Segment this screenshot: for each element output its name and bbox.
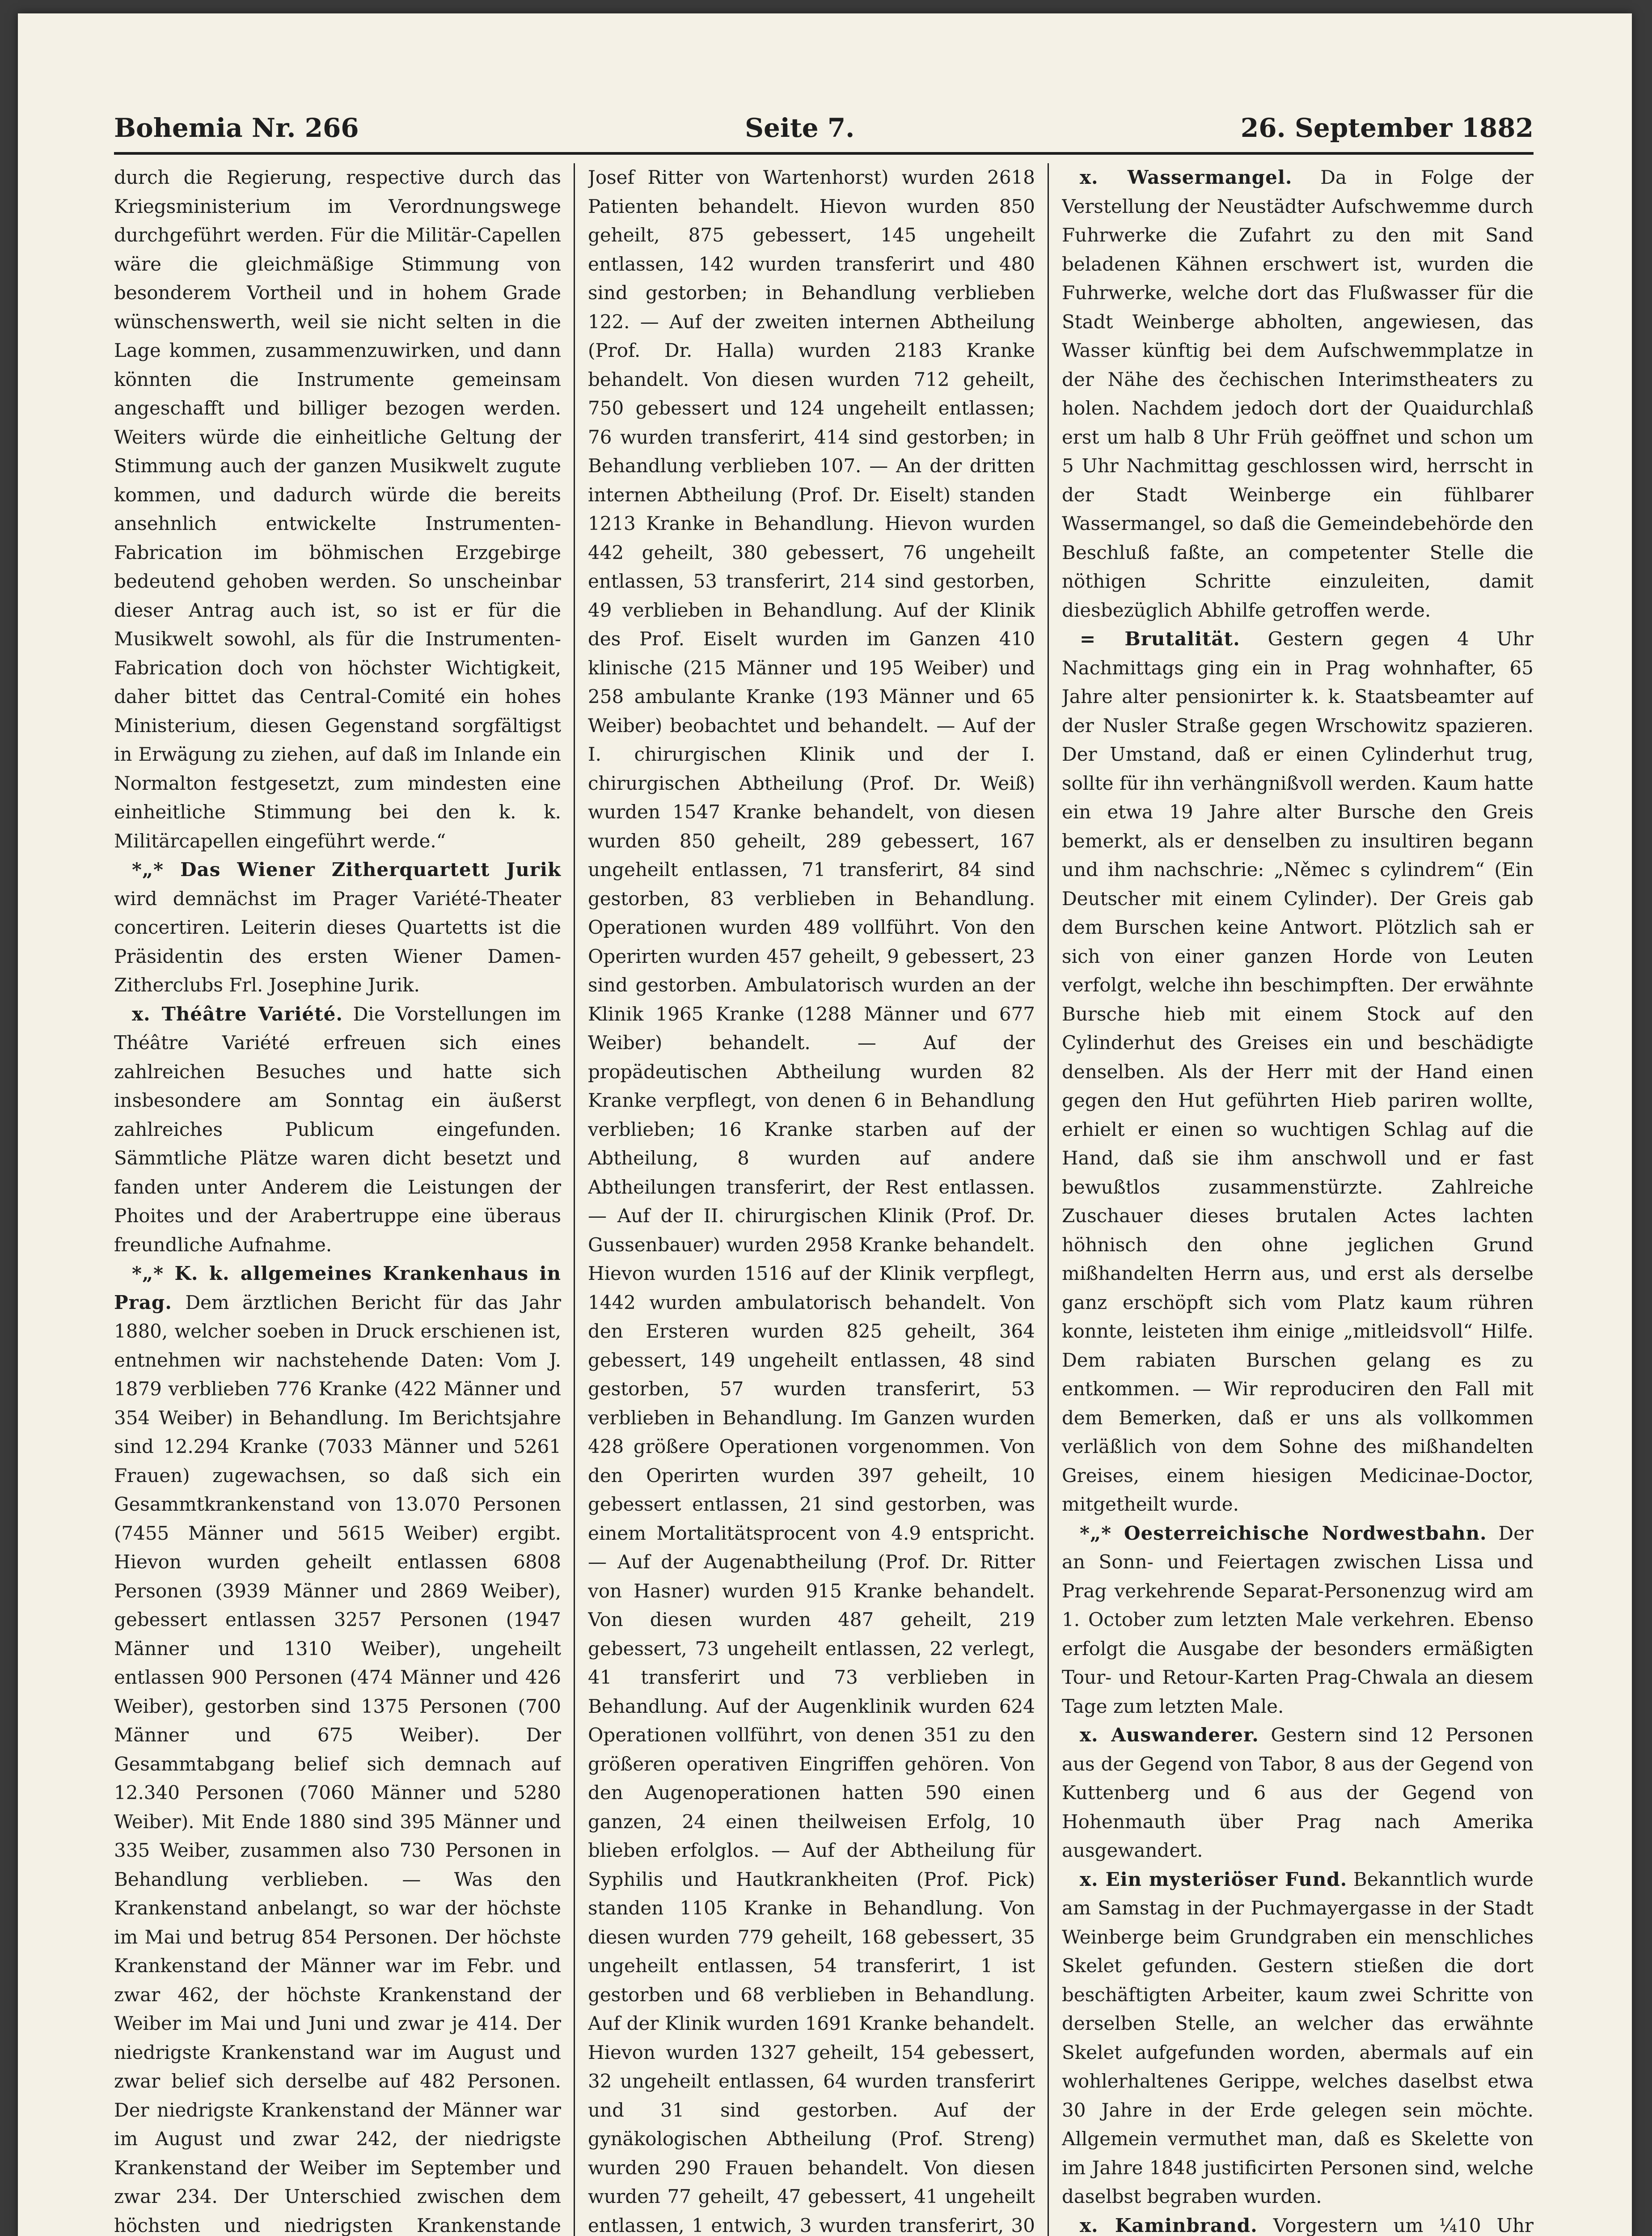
header-rule (114, 152, 1534, 155)
article-paragraph: x. Wassermangel. Da in Folge der Verstellung der Neustädter Aufschwemme durch Fuhrwerke die Zufahrt zu den mit Sand beladenen Kähnen erschwert ist, wurden die Fuhrwerke, welche dort das Flußwasser für die Stadt Weinberge abholten, angewiesen, das Wasser künftig bei dem Aufschwemmplatze in der Nähe des čechischen Interimstheaters zu holen. Nachdem jedoch dort der Quaidurchlaß erst um halb 8 Uhr Früh geöffnet und schon um 5 Uhr Nachmittag geschlossen wird, herrscht in der Stadt Weinberge ein fühlbarer Wassermangel, so daß die Gemeindebehörde den Beschluß faßte, an competenter Stelle die nöthigen Schritte einzuleiten, damit diesbezüglich Abhilfe getroffen werde. (1062, 166, 1534, 621)
article-heading: *„* Das Wiener Zitherquartett Jurik (132, 859, 561, 881)
article-paragraph: *„* Oesterreichische Nordwestbahn. Der an Sonn- und Feiertagen zwischen Lissa und Prag verkehrende Separat-Personenzug wird am 1. October zum letzten Male verkehren. Ebenso erfolgt die Ausgabe der besonders ermäßigten Tour- und Retour-Karten Prag-Chwala an diesem Tage zum letzten Male. (1062, 1522, 1534, 1717)
article-heading: x. Wassermangel. (1080, 166, 1293, 188)
column-1 (114, 163, 561, 2236)
issue-date: 26. September 1882 (1240, 113, 1534, 143)
column-divider (1048, 163, 1049, 2236)
article-paragraph: *„* Das Wiener Zitherquartett Jurik wird demnächst im Prager Variété-Theater concertiren. Leiterin dieses Quartetts ist die Präsidentin des ersten Wiener Damen-Zitherclubs Frl. Josephine Jurik. (114, 859, 561, 996)
article-paragraph: x. Auswanderer. Gestern sind 12 Personen aus der Gegend von Tabor, 8 aus der Gegend von Kuttenberg und 6 aus der Gegend von Hohenmauth über Prag nach Amerika ausgewandert. (1062, 1724, 1534, 1861)
article-heading: x. Ein mysteriöser Fund. (1080, 1868, 1348, 1890)
article-heading: = Brutalität. (1080, 628, 1240, 650)
newspaper-page (18, 13, 1632, 2236)
article-paragraph: Josef Ritter von Wartenhorst) wurden 2618 Patienten behandelt. Hievon wurden 850 geheilt, 875 gebessert, 145 ungeheilt entlassen, 142 wurden transferirt und 480 sind gestorben; in Behandlung verblieben 122. — Auf der zweiten internen Abtheilung (Prof. Dr. Halla) wurden 2183 Kranke behandelt. Von diesen wurden 712 geheilt, 750 gebessert und 124 ungeheilt entlassen; 76 wurden transferirt, 414 sind gestorben; in Behandlung verblieben 107. — An der dritten internen Abtheilung (Prof. Dr. Eiselt) standen 1213 Kranke in Behandlung. Hievon wurden 442 geheilt, 380 gebessert, 76 ungeheilt entlassen, 53 transferirt, 214 sind gestorben, 49 verblieben in Behandlung. Auf der Klinik des Prof. Eiselt wurden im Ganzen 410 klinische (215 Männer und 195 Weiber) und 258 ambulante Kranke (193 Männer und 65 Weiber) beobachtet und behandelt. — Auf der I. chirurgischen Klinik und der I. chirurgischen Abtheilung (Prof. Dr. Weiß) wurden 1547 Kranke behandelt, von diesen wurden 850 geheilt, 289 gebessert, 167 ungeheilt entlassen, 71 transferirt, 84 sind gestorben, 83 verblieben in Behandlung. Operationen wurden 489 vollführt. Von den Operirten wurden 457 geheilt, 9 gebessert, 23 sind gestorben. Ambulatorisch wurden an der Klinik 1965 Kranke (1288 Männer und 677 Weiber) behandelt. — Auf der propädeutischen Abtheilung wurden 82 Kranke verpflegt, von denen 6 in Behandlung verblieben; 16 Kranke starben auf der Abtheilung, 8 wurden auf andere Abtheilungen transferirt, der Rest entlassen. — Auf der II. chirurgischen Klinik (Prof. Dr. Gussenbauer) wurden 2958 Kranke behandelt. Hievon wurden 1516 auf der Klinik verpflegt, 1442 wurden ambulatorisch behandelt. Von den Ersteren wurden 825 geheilt, 364 gebessert, 149 ungeheilt entlassen, 48 sind gestorben, 57 wurden transferirt, 53 verblieben in Behandlung. Im Ganzen wurden 428 größere Operationen vorgenommen. Von den Operirten wurden 397 geheilt, 10 gebessert entlassen, 21 sind gestorben, was einem Mortalitätsprocent von 4.9 entspricht. — Auf der Augenabtheilung (Prof. Dr. Ritter von Hasner) wurden 915 Kranke behandelt. Von diesen wurden 487 geheilt, 219 gebessert, 73 ungeheilt entlassen, 22 verlegt, 41 transferirt und 73 verblieben in Behandlung. Auf der Augenklinik wurden 624 Operationen vollführt, von denen 351 zu den größeren operativen Eingriffen gehören. Von den Augenoperationen hatten 590 einen ganzen, 24 einen theilweisen Erfolg, 10 blieben erfolglos. — Auf der Abtheilung für Syphilis und Hautkrankheiten (Prof. Pick) standen 1105 Kranke in Behandlung. Von diesen wurden 779 geheilt, 168 gebessert, 35 ungeheilt entlassen, 54 transferirt, 1 ist gestorben und 68 verblieben in Behandlung. Auf der Klinik wurden 1691 Kranke behandelt. Hievon wurden 1327 geheilt, 154 gebessert, 32 ungeheilt entlassen, 64 wurden transferirt und 31 sind gestorben. Auf der gynäkologischen Abtheilung (Prof. Streng) wurden 290 Frauen behandelt. Von diesen wurden 77 geheilt, 47 gebessert, 41 ungeheilt entlassen, 1 entwich, 3 wurden transferirt, 30 (588, 166, 1035, 2236)
article-heading: x. Kaminbrand. (1080, 2214, 1258, 2236)
article-paragraph: x. Théâtre Variété. Die Vorstellungen im Théâtre Variété erfreuen sich eines zahlreichen Besuches und hatte sich insbesondere am Sonntag ein äußerst zahlreiches Publicum eingefunden. Sämmtliche Plätze waren dicht besetzt und fanden unter Anderem die Leistungen der Phoites und der Arabertruppe eine überaus freundliche Aufnahme. (114, 1003, 561, 1256)
article-paragraph: x. Kaminbrand. Vorgestern um ¼10 Uhr (1080, 2214, 1534, 2236)
article-paragraph: x. Ein mysteriöser Fund. Bekanntlich wurde am Samstag in der Puchmayergasse in der Stadt Weinberge beim Grundgraben ein menschliches Skelet gefunden. Gestern stießen die dort beschäftigten Arbeiter, kaum zwei Schritte von derselben Stelle, an welcher das erwähnte Skelet aufgefunden worden, abermals auf ein wohlerhaltenes Gerippe, welches daselbst etwa 30 Jahre in der Erde gelegen sein möchte. Allgemein vermuthet man, daß es Skelette von im Jahre 1848 justificirten Personen sind, welche daselbst begraben wurden. (1062, 1868, 1534, 2207)
article-heading: x. Auswanderer. (1080, 1724, 1259, 1746)
article-heading: *„* K. k. allgemeines Krankenhaus in Prag. (114, 1262, 561, 1313)
article-heading: *„* Oesterreichische Nordwestbahn. (1080, 1522, 1487, 1544)
column-3 (1062, 163, 1534, 2236)
article-paragraph: *„* K. k. allgemeines Krankenhaus in Prag. Dem ärztlichen Bericht für das Jahr 1880, welcher soeben in Druck erschienen ist, entnehmen wir nachstehende Daten: Vom J. 1879 verblieben 776 Kranke (422 Männer und 354 Weiber) in Behandlung. Im Berichtsjahre sind 12.294 Kranke (7033 Männer und 5261 Frauen) zugewachsen, so daß sich ein Gesammtkrankenstand von 13.070 Personen (7455 Männer und 5615 Weiber) ergibt. Hievon wurden geheilt entlassen 6808 Personen (3939 Männer und 2869 Weiber), gebessert entlassen 3257 Personen (1947 Männer und 1310 Weiber), ungeheilt entlassen 900 Personen (474 Männer und 426 Weiber), gestorben sind 1375 Personen (700 Männer und 675 Weiber). Der Gesammtabgang belief sich demnach auf 12.340 Personen (7060 Männer und 5280 Weiber). Mit Ende 1880 sind 395 Männer und 335 Weiber, zusammen also 730 Personen in Behandlung verblieben. — Was den Krankenstand anbelangt, so war der höchste im Mai und betrug 854 Personen. Der höchste Krankenstand der Männer war im Febr. und zwar 462, der höchste Krankenstand der Weiber im Mai und Juni und zwar je 414. Der niedrigste Krankenstand war im August und zwar belief sich derselbe auf 482 Personen. Der niedrigste Krankenstand der Männer war im August und zwar 242, der niedrigste Krankenstand der Weiber im September und zwar 234. Der Unterschied zwischen dem höchsten und niedrigsten Krankenstande (114, 1262, 561, 2236)
page-header (114, 103, 1534, 143)
column-2 (588, 163, 1035, 2236)
page-number: Seite 7. (745, 113, 855, 143)
column-divider (574, 163, 575, 2236)
article-paragraph: = Brutalität. Gestern gegen 4 Uhr Nachmittags ging ein in Prag wohnhafter, 65 Jahre alter pensionirter k. k. Staatsbeamter auf der Nusler Straße gegen Wrschowitz spazieren. Der Umstand, daß er einen Cylinderhut trug, sollte für ihn verhängnißvoll werden. Kaum hatte ein etwa 19 Jahre alter Bursche den Greis bemerkt, als er denselben zu insultiren begann und ihm nachschrie: „Němec s cylindrem“ (Ein Deutscher mit einem Cylinder). Der Greis gab dem Burschen keine Antwort. Plötzlich sah er sich von einer ganzen Horde von Leuten verfolgt, welche ihn beschimpften. Der erwähnte Bursche hieb mit einem Stock auf den Cylinderhut des Greises ein und beschädigte denselben. Als der Herr mit der Hand einen gegen den Hut geführten Hieb pariren wollte, erhielt er einen so wuchtigen Schlag auf die Hand, daß sie ihm anschwoll und er fast bewußtlos zusammenstürzte. Zahlreiche Zuschauer dieses brutalen Actes lachten höhnisch den ohne jeglichen Grund mißhandelten Herrn aus, und erst als derselbe ganz erschöpft sich vom Platz kaum rühren konnte, leisteten ihm einige „mitleidsvoll“ Hilfe. Dem rabiaten Burschen gelang es zu entkommen. — Wir reproduciren den Fall mit dem Bemerken, daß er uns als vollkommen verläßlich von dem Sohne des mißhandelten Greises, einem hiesigen Medicinae-Doctor, mitgetheilt wurde. (1062, 628, 1534, 1515)
masthead-issue: Bohemia Nr. 266 (114, 113, 359, 143)
article-heading: x. Théâtre Variété. (132, 1003, 343, 1025)
article-paragraph: durch die Regierung, respective durch das Kriegsministerium im Verordnungswege durchgeführt werden. Für die Militär-Capellen wäre die gleichmäßige Stimmung von besonderem Vortheil und in hohem Grade wünschenswerth, weil sie nicht selten in die Lage kommen, zusammenzuwirken, und dann könnten die Instrumente gemeinsam angeschafft und billiger bezogen werden. Weiters würde die einheitliche Geltung der Stimmung auch der ganzen Musikwelt zugute kommen, und dadurch würde die bereits ansehnlich entwickelte Instrumenten-Fabrication im böhmischen Erzgebirge bedeutend gehoben werden. So unscheinbar dieser Antrag auch ist, so ist er für die Musikwelt sowohl, als für die Instrumenten-Fabrication doch von höchster Wichtigkeit, daher bittet das Central-Comité ein hohes Ministerium, diesen Gegenstand sorgfältigst in Erwägung zu ziehen, auf daß im Inlande ein Normalton festgesetzt, zum mindesten eine einheitliche Stimmung bei den k. k. Militärcapellen eingeführt werde.“ (114, 166, 561, 852)
